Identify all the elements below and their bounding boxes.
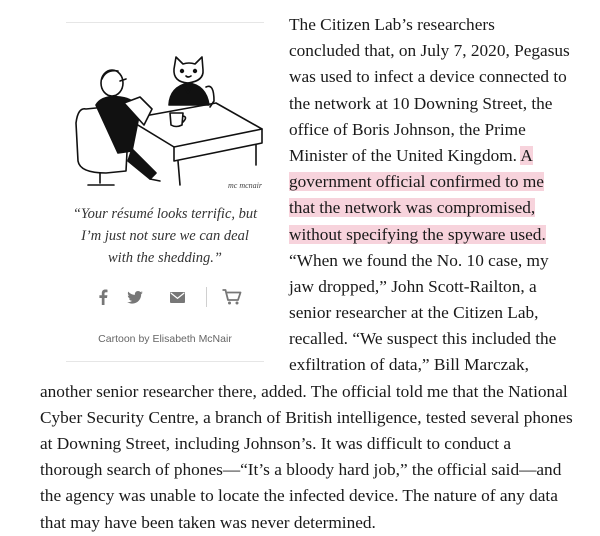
article-line: was used to infect a device connected to	[289, 67, 567, 87]
article-text: Minister of the United Kingdom.	[289, 145, 521, 165]
highlighted-text: that the network was compromised,	[289, 198, 536, 218]
cartoon-credit: Cartoon by Elisabeth McNair	[98, 333, 232, 345]
article-line	[40, 222, 588, 248]
caption-line: “Your résumé looks terrific, but	[72, 206, 258, 222]
article-line: at Downing Street, including Johnson’s. It was difficult to conduct a	[40, 434, 512, 453]
caption-line: with the shedding.”	[108, 250, 222, 266]
article-line: exfiltration of data,” Bill Marczak,	[289, 355, 529, 375]
article-line: the network at 10 Downing Street, the	[289, 93, 553, 113]
article-line: another senior researcher there, added. The official told me that the National	[40, 381, 568, 401]
caption-line: I’m just not sure we can deal	[81, 228, 249, 244]
article-body	[40, 12, 588, 536]
highlighted-text: without specifying the spyware used.	[289, 224, 546, 244]
article-line	[40, 143, 588, 169]
article-line: office of Boris Johnson, the Prime	[289, 119, 526, 139]
article-line: Cyber Security Centre, a branch of British intelligence, tested several phones	[40, 407, 573, 427]
article-line: recalled. “We suspect this included the	[289, 329, 557, 349]
article-line: the agency was unable to locate the infected device. The nature of any data	[40, 486, 558, 506]
article-line: jaw dropped,” John Scott-Railton, a	[289, 276, 537, 296]
article-line: senior researcher at the Citizen Lab,	[289, 303, 539, 323]
highlighted-text: A	[520, 145, 533, 165]
article-line: concluded that, on July 7, 2020, Pegasus	[289, 41, 570, 61]
article-line: The Citizen Lab’s researchers	[289, 15, 495, 34]
highlighted-text: government official confirmed to me	[289, 172, 544, 192]
article-line	[40, 169, 588, 195]
article-line: that may have been taken was never determined.	[40, 512, 376, 532]
article-line: “When we found the No. 10 case, my	[289, 250, 549, 270]
cartoonist-signature: mc mcnair	[228, 181, 262, 190]
article-line: thorough search of phones—“It’s a bloody hard job,” the official said—and	[40, 460, 562, 480]
article-line	[40, 195, 588, 221]
